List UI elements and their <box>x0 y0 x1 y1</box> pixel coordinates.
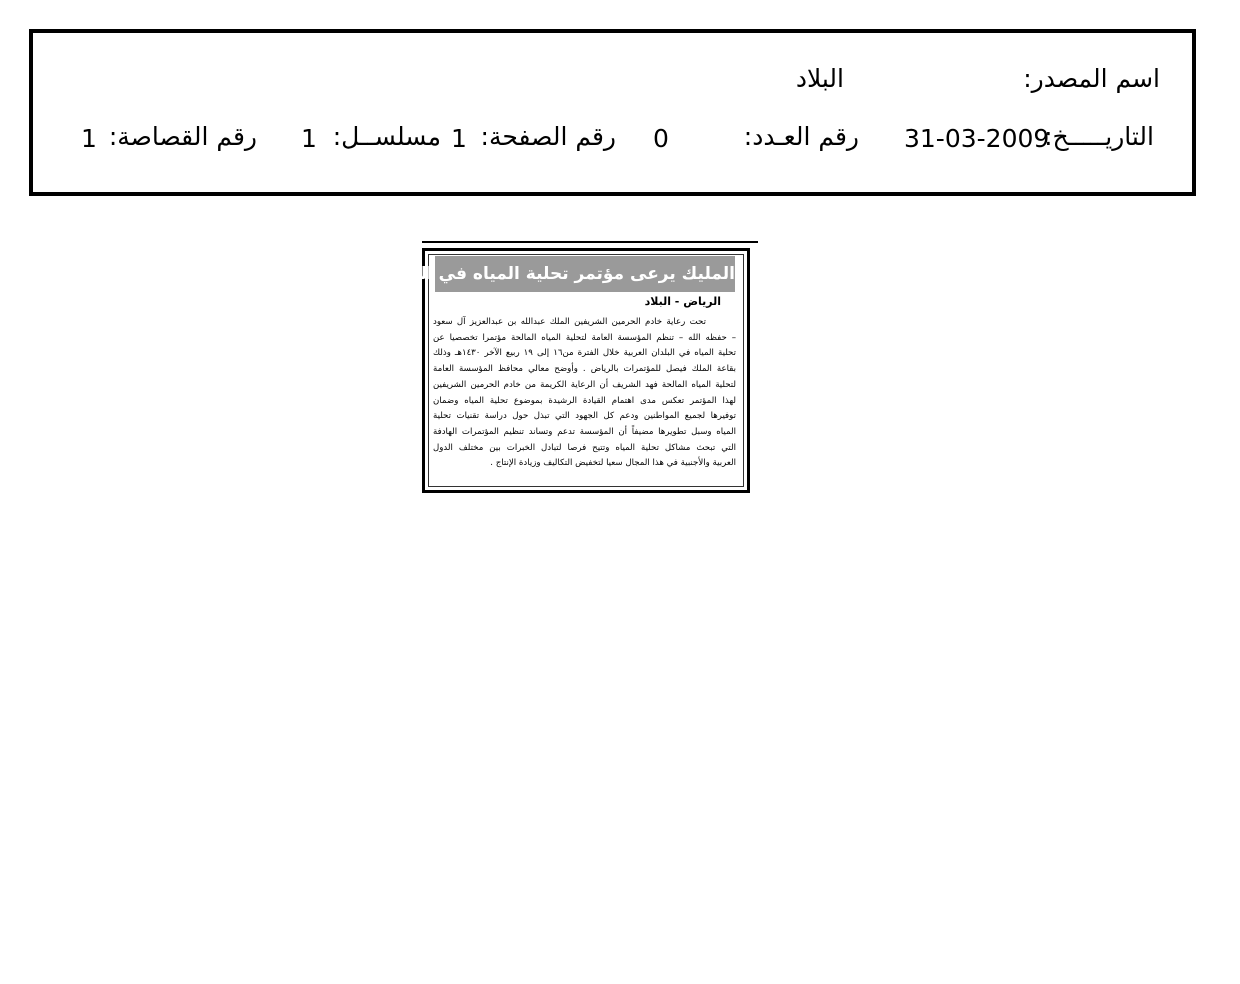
page-label: رقم الصفحة: <box>480 122 616 151</box>
serial-label: مسلســل: <box>332 122 441 151</box>
source-info-box <box>29 29 1196 196</box>
news-clipping <box>314 248 750 493</box>
date-label: التاريـــــخ: <box>1044 122 1154 151</box>
article-byline: الرياض - البلاد <box>644 295 721 308</box>
issue-label: رقم العـدد: <box>743 122 859 151</box>
article-body <box>433 315 736 472</box>
clip-number-value: 1 <box>81 124 97 153</box>
article-line: تحلية المياه في البلدان العربية خلال الفترة من١٦ إلى ١٩ ربيع الآخر ١٤٣٠هـ وذلك <box>433 348 736 359</box>
article-line: توفيرها لجميع المواطنين ودعم كل الجهود التي تبذل حول دراسة تقنيات تحلية <box>433 411 736 422</box>
issue-value: 0 <box>653 124 669 153</box>
page-value: 1 <box>451 124 467 153</box>
article-line: العربية والأجنبية في هذا المجال سعيا لتخفيض التكاليف وزيادة الإنتاج . <box>490 458 736 469</box>
serial-value: 1 <box>301 124 317 153</box>
date-value: 31-03-2009 <box>904 124 1050 153</box>
article-line: – حفظه الله – تنظم المؤسسة العامة لتحلية المياه المالحة مؤتمرا تخصصيا عن <box>433 332 736 343</box>
article-line: تحت رعاية خادم الحرمين الشريفين الملك عبدالله بن عبدالعزيز آل سعود <box>433 317 706 327</box>
article-line: التي تبحث مشاكل تحلية المياه وتتيح فرصا لتبادل الخبرات بين مختلف الدول <box>433 442 736 453</box>
clip-top-rule <box>422 241 758 243</box>
article-line: المياه وسبل تطويرها مضيفاً أن المؤسسة تدعم وتساند تنظيم المؤتمرات الهادفة <box>433 426 736 437</box>
source-label: اسم المصدر: <box>1023 64 1160 93</box>
source-value: البلاد <box>795 64 844 93</box>
article-line: لتحلية المياه المالحة فهد الشريف أن الرعاية الكريمة من خادم الحرمين الشريفين <box>433 379 736 390</box>
article-headline: المليك يرعى مؤتمر تحلية المياه في البلدان العربية <box>435 256 735 292</box>
clip-number-label: رقم القصاصة: <box>108 122 257 151</box>
article-line: بقاعة الملك فيصل للمؤتمرات بالرياض . وأوضح معالي محافظ المؤسسة العامة <box>433 364 736 375</box>
article-line: لهذا المؤتمر تعكس مدى اهتمام القيادة الرشيدة بموضوع تحلية المياه وضمان <box>433 395 736 406</box>
